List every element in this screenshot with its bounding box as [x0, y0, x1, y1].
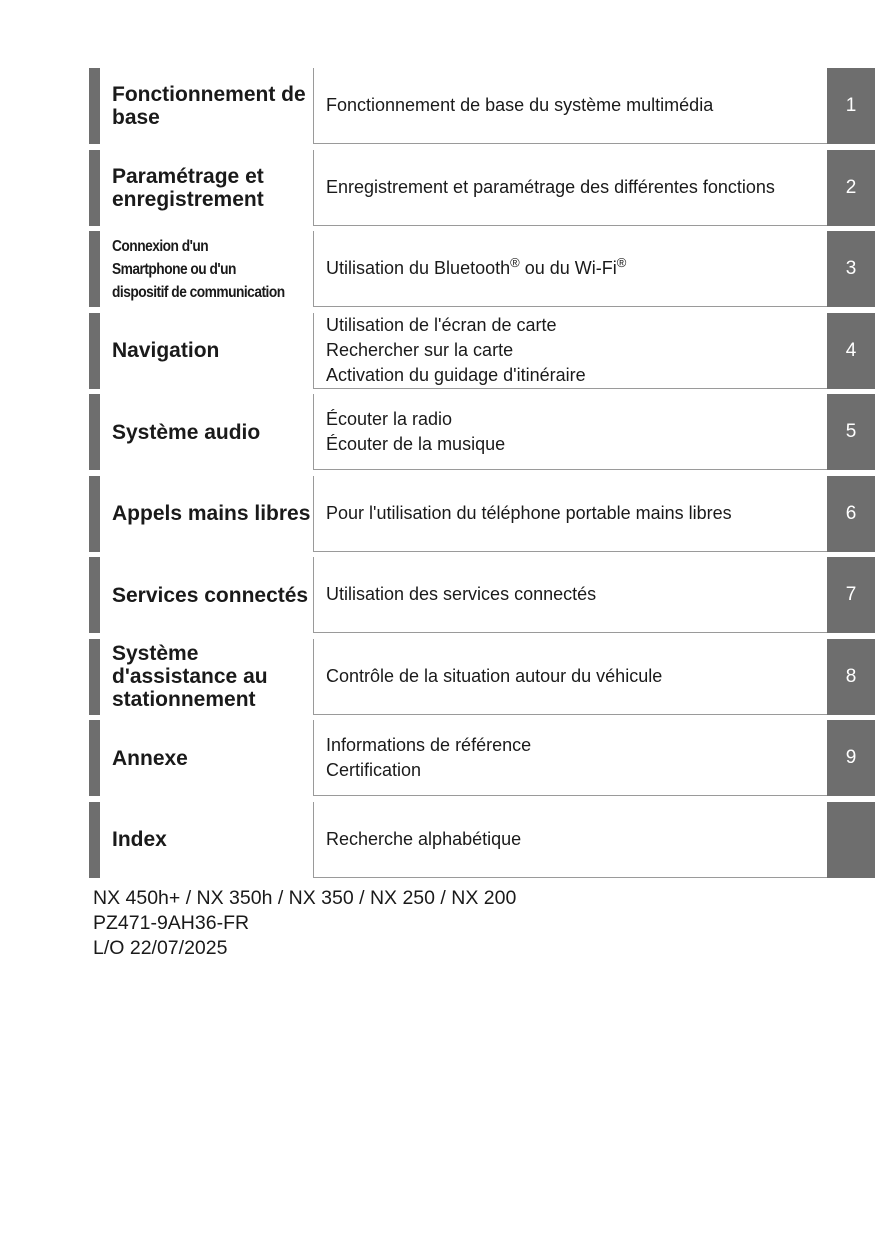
section-marker-bar — [89, 639, 100, 715]
section-description-cell — [313, 231, 827, 307]
section-topic-link[interactable]: Fonctionnement de base du système multimédia — [326, 95, 714, 115]
toc-row[interactable] — [89, 557, 875, 633]
section-description — [326, 313, 586, 388]
section-topic-link[interactable]: Enregistrement et paramétrage des différentes fonctions — [326, 176, 775, 197]
chapter-tab[interactable]: 2 — [827, 150, 875, 226]
section-description — [326, 407, 505, 457]
section-description-cell — [313, 720, 827, 796]
section-marker-bar — [89, 68, 100, 144]
section-marker-bar — [89, 231, 100, 307]
toc-row[interactable] — [89, 150, 875, 226]
chapter-tab[interactable]: 8 — [827, 639, 875, 715]
section-title-cell — [100, 68, 313, 144]
chapter-tab[interactable]: 3 — [827, 231, 875, 307]
section-title[interactable]: Services connectés — [112, 583, 309, 607]
section-marker-bar — [89, 150, 100, 226]
section-title[interactable]: Fonctionnement de base — [112, 83, 306, 129]
section-title[interactable]: Navigation — [112, 339, 220, 362]
section-description-cell — [313, 394, 827, 470]
chapter-tab[interactable]: 5 — [827, 394, 875, 470]
toc-row[interactable] — [89, 639, 875, 715]
section-topic-link[interactable]: Contrôle de la situation autour du véhicule — [326, 665, 663, 686]
document-footer — [93, 886, 516, 961]
toc-row[interactable] — [89, 231, 875, 307]
section-description-cell — [313, 802, 827, 878]
section-title[interactable]: Système audio — [112, 420, 261, 444]
section-title-cell — [100, 313, 313, 389]
section-topic-link[interactable]: Utilisation des services connectés — [326, 584, 597, 604]
section-description — [326, 664, 662, 689]
section-marker-bar — [89, 476, 100, 552]
chapter-tab[interactable]: 6 — [827, 476, 875, 552]
model-list: NX 450h+ / NX 350h / NX 350 / NX 250 / NX 200 — [93, 887, 517, 909]
section-description-cell — [313, 557, 827, 633]
section-title[interactable]: Système d'assistance au stationnement — [112, 642, 268, 711]
section-title-cell — [100, 231, 313, 307]
section-topic-link[interactable]: Recherche alphabétique — [326, 828, 522, 849]
section-description — [326, 501, 732, 526]
section-description — [326, 827, 521, 852]
section-topic-link[interactable]: Informations de référence — [326, 734, 532, 755]
section-description-cell — [313, 639, 827, 715]
section-title-cell — [100, 394, 313, 470]
chapter-tab[interactable]: 1 — [827, 68, 875, 144]
section-title[interactable]: Index — [112, 828, 167, 851]
section-title-cell — [100, 150, 313, 226]
section-title[interactable]: Paramétrage et enregistrement — [112, 164, 264, 211]
section-description — [326, 582, 596, 607]
section-title[interactable]: Connexion d'un Smartphone ou d'un dispositif de communication — [112, 237, 285, 301]
section-description — [326, 175, 775, 200]
toc-row[interactable] — [89, 802, 875, 878]
section-description-cell — [313, 313, 827, 389]
toc-row[interactable] — [89, 68, 875, 144]
chapter-tab[interactable] — [827, 802, 875, 878]
section-title[interactable]: Annexe — [112, 746, 188, 770]
section-topic-link[interactable]: Écouter de la musique — [326, 433, 506, 454]
section-topic-link[interactable]: Activation du guidage d'itinéraire — [326, 364, 586, 385]
section-title-cell — [100, 720, 313, 796]
section-description — [326, 93, 713, 118]
section-description-cell — [313, 150, 827, 226]
section-topic-link[interactable]: Utilisation du Bluetooth® ou du Wi-Fi® — [326, 255, 627, 278]
toc-row[interactable] — [89, 394, 875, 470]
section-marker-bar — [89, 313, 100, 389]
section-marker-bar — [89, 720, 100, 796]
section-title-cell — [100, 557, 313, 633]
toc-row[interactable] — [89, 476, 875, 552]
section-title-cell — [100, 639, 313, 715]
section-title-cell — [100, 802, 313, 878]
section-description-cell — [313, 476, 827, 552]
section-topic-link[interactable]: Certification — [326, 759, 422, 780]
section-title[interactable]: Appels mains libres — [112, 502, 311, 525]
section-title-cell — [100, 476, 313, 552]
table-of-contents — [89, 68, 875, 878]
section-description — [326, 256, 626, 281]
section-description — [326, 733, 531, 783]
toc-row[interactable] — [89, 720, 875, 796]
section-marker-bar — [89, 802, 100, 878]
section-marker-bar — [89, 557, 100, 633]
registered-mark: ® — [510, 255, 520, 270]
section-topic-link[interactable]: Rechercher sur la carte — [326, 339, 514, 360]
document-code: PZ471-9AH36-FR — [93, 912, 250, 934]
section-marker-bar — [89, 394, 100, 470]
section-description-cell — [313, 68, 827, 144]
chapter-tab[interactable]: 7 — [827, 557, 875, 633]
toc-row[interactable] — [89, 313, 875, 389]
section-topic-link[interactable]: Pour l'utilisation du téléphone portable mains libres — [326, 502, 732, 523]
registered-mark: ® — [616, 255, 627, 270]
section-topic-link[interactable]: Écouter la radio — [326, 408, 453, 429]
chapter-tab[interactable]: 4 — [827, 313, 875, 389]
edition-date: L/O 22/07/2025 — [93, 937, 228, 959]
chapter-tab[interactable]: 9 — [827, 720, 875, 796]
section-topic-link[interactable]: Utilisation de l'écran de carte — [326, 314, 557, 335]
